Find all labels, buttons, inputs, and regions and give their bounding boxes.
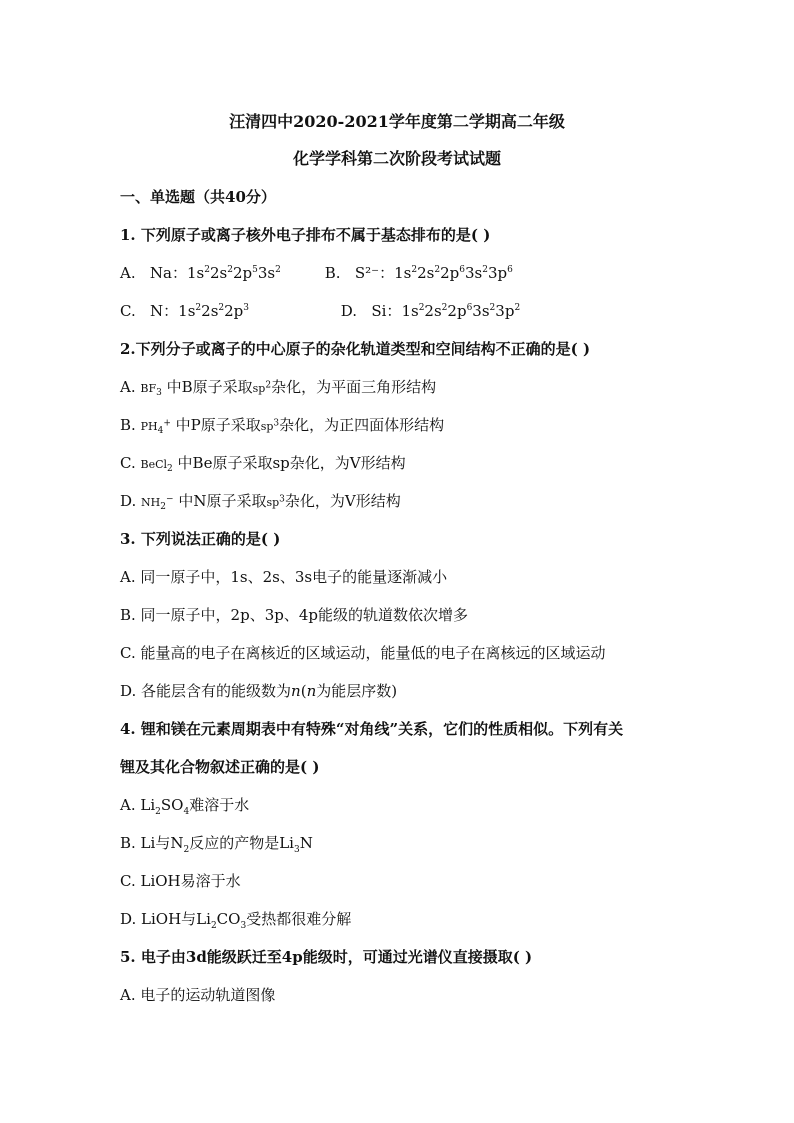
- question-4-stem-line-1: 4. 锂和镁在元素周期表中有特殊“对角线”关系，它们的性质相似。下列有关: [120, 720, 624, 738]
- question-3-option-c: C. 能量高的电子在离核近的区域运动，能量低的电子在离核远的区域运动: [120, 644, 606, 662]
- question-2-option-b: B. $PH_4^+$ 中P原子采取$sp^3$杂化，为正四面体形结构: [120, 416, 445, 437]
- question-4-stem-line-2: 锂及其化合物叙述正确的是( ): [120, 758, 320, 776]
- option-c: C. N：$1s^22s^22p^3$: [120, 302, 250, 320]
- question-1-options-ab: [120, 262, 513, 284]
- exam-title: 汪清四中2020-2021学年度第二学期高二年级: [229, 112, 565, 131]
- question-2-option-c: C. BeCl$_2$ 中Be原子采取sp杂化，为V形结构: [120, 454, 406, 475]
- question-3-option-b: B. 同一原子中，2p、3p、4p能级的轨道数依次增多: [120, 606, 468, 624]
- option-b: B. S²⁻：$1s^22s^22p^63s^23p^6$: [324, 264, 513, 282]
- question-4-option-a: A. $Li_2SO_4$难溶于水: [120, 796, 250, 817]
- question-2-stem: 2.下列分子或离子的中心原子的杂化轨道类型和空间结构不正确的是( ): [120, 340, 591, 358]
- question-1-stem: 1. 下列原子或离子核外电子排布不属于基态排布的是( ): [120, 226, 491, 244]
- question-3-option-d: D. 各能层含有的能级数为n(n为能层序数): [120, 682, 398, 700]
- question-5-option-a: A. 电子的运动轨道图像: [120, 986, 276, 1004]
- question-3-option-a: A. 同一原子中，1s、2s、3s电子的能量逐渐减小: [120, 568, 448, 586]
- question-4-option-b: B. Li与$N_2$反应的产物是$Li_3N$: [120, 834, 313, 855]
- section-heading: 一、单选题（共40分）: [120, 188, 276, 206]
- exam-subtitle: 化学学科第二次阶段考试试题: [292, 149, 501, 168]
- option-a: A. Na：$1s^22s^22p^53s^2$: [120, 264, 281, 282]
- question-2-option-a: A. $BF_3$ 中B原子采取$sp^2$杂化，为平面三角形结构: [120, 378, 437, 399]
- option-d: D. Si：$1s^22s^22p^63s^23p^2$: [340, 302, 521, 320]
- question-3-stem: 3. 下列说法正确的是( ): [120, 530, 281, 548]
- question-2-option-d: D. $NH_2^-$ 中N原子采取$sp^3$杂化，为V形结构: [120, 492, 401, 513]
- question-1-options-cd: [120, 300, 520, 322]
- question-5-stem: 5. 电子由3d能级跃迁至4p能级时，可通过光谱仪直接摄取( ): [120, 948, 533, 966]
- question-4-option-d: D. LiOH与$Li_2CO_3$受热都很难分解: [120, 910, 352, 931]
- question-4-option-c: C. LiOH易溶于水: [120, 872, 241, 890]
